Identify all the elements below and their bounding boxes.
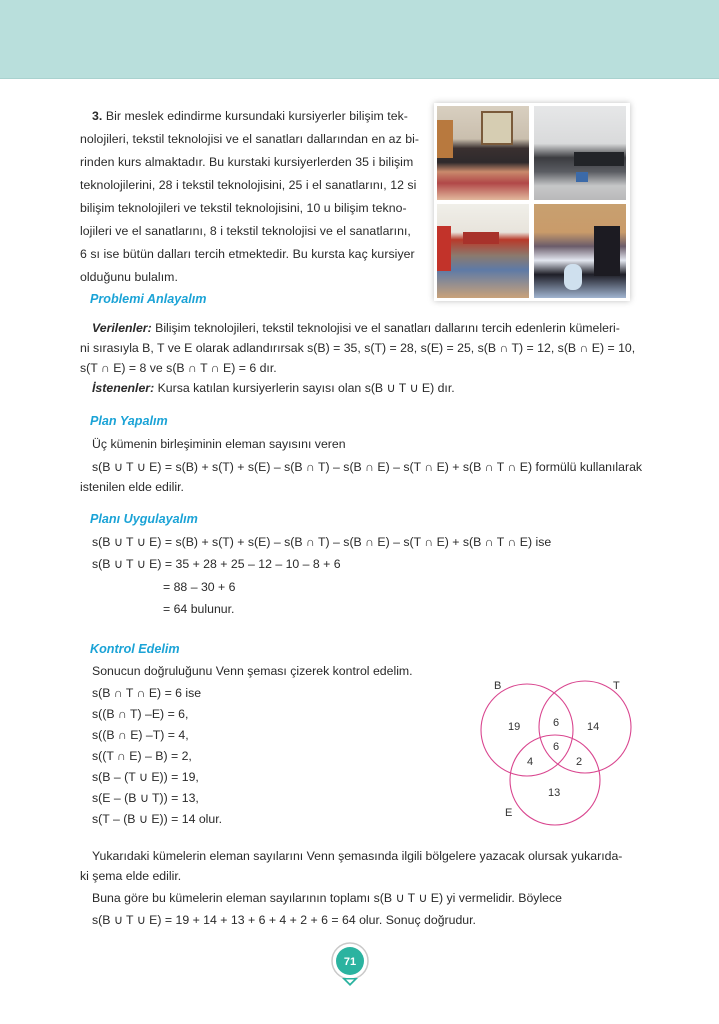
conclusion-line-1: Yukarıdaki kümelerin eleman sayılarını Venn şemasında ilgili bölgelere yazacak olursak yukarıda- <box>92 849 623 863</box>
check-intro: Sonucun doğruluğunu Venn şeması çizerek kontrol edelim. <box>92 664 413 678</box>
apply-line-3: = 88 – 30 + 6 <box>163 580 236 594</box>
problem-line-6: lojileri ve el sanatlarını, 8 i tekstil teknolojisi ve el sanatlarını, <box>80 224 411 238</box>
venn-label-t: T <box>613 680 620 692</box>
check-line-7: s(T – (B ∪ E)) = 14 olur. <box>92 812 223 826</box>
venn-region-t-e: 2 <box>576 756 583 768</box>
plan-heading: Plan Yapalım <box>90 414 168 428</box>
problem-line-5: bilişim teknolojileri ve tekstil teknolojisini, 10 u bilişim tekno- <box>80 201 407 215</box>
check-line-4: s((T ∩ E) – B) = 2, <box>92 749 192 763</box>
apply-heading: Planı Uygulayalım <box>90 512 198 526</box>
venn-label-e: E <box>505 807 513 819</box>
conclusion-line-2: ki şema elde edilir. <box>80 869 182 883</box>
classroom-photo <box>437 204 529 298</box>
givens-line-3: s(T ∩ E) = 8 ve s(B ∩ T ∩ E) = 6 dır. <box>80 361 277 375</box>
conclusion-line-3: Buna göre bu kümelerin eleman sayılarının toplamı s(B ∪ T ∪ E) yi vermelidir. Böylece <box>92 891 563 905</box>
plan-line-3: istenilen elde edilir. <box>80 480 184 494</box>
page-number: 71 <box>343 956 357 968</box>
page-header-band <box>0 0 719 79</box>
problem-line-1: 3. Bir meslek edindirme kursundaki kursiyerler bilişim tek- <box>92 109 408 123</box>
check-line-6: s(E – (B ∪ T)) = 13, <box>92 791 199 805</box>
givens-line-1: Verilenler: Bilişim teknolojileri, tekstil teknolojisi ve el sanatları dallarını tercih edenlerin kümeleri- <box>92 321 620 335</box>
venn-region-b-only: 19 <box>508 721 521 733</box>
plan-line-2: s(B ∪ T ∪ E) = s(B) + s(T) + s(E) – s(B ∩ T) – s(B ∩ E) – s(T ∩ E) + s(B ∩ T ∩ E) formülü kullanılarak <box>92 460 643 474</box>
apply-line-2: s(B ∪ T ∪ E) = 35 + 28 + 25 – 12 – 10 – 8 + 6 <box>92 557 341 571</box>
givens-line-2: ni sırasıyla B, T ve E olarak adlandırırsak s(B) = 35, s(T) = 28, s(E) = 25, s(B ∩ T) = 12, s(B ∩ E) = 10, <box>80 341 636 355</box>
check-line-3: s((B ∩ E) –T) = 4, <box>92 728 189 742</box>
problem-line-8: olduğunu bulalım. <box>80 270 178 284</box>
understand-heading: Problemi Anlayalım <box>90 292 207 306</box>
venn-diagram <box>470 670 640 830</box>
venn-label-b: B <box>494 680 502 692</box>
problem-line-7: 6 sı ise bütün dalları tercih etmektedir. Bu kursta kaç kursiyer <box>80 247 415 261</box>
conclusion-line-4: s(B ∪ T ∪ E) = 19 + 14 + 13 + 6 + 4 + 2 + 6 = 64 olur. Sonuç doğrudur. <box>92 913 476 927</box>
computer-lab-photo <box>534 106 626 200</box>
problem-line-2: nolojileri, tekstil teknolojisi ve el sanatları dallarından en az bi- <box>80 132 420 146</box>
venn-region-e-only: 13 <box>548 787 561 799</box>
check-line-2: s((B ∩ T) –E) = 6, <box>92 707 189 721</box>
problem-number: 3. <box>92 109 103 123</box>
plan-line-1: Üç kümenin birleşiminin eleman sayısını veren <box>92 437 346 451</box>
check-line-1: s(B ∩ T ∩ E) = 6 ise <box>92 686 202 700</box>
check-heading: Kontrol Edelim <box>90 642 180 656</box>
textile-workshop-photo <box>437 106 529 200</box>
venn-region-b-t: 6 <box>553 717 560 729</box>
apply-line-1: s(B ∪ T ∪ E) = s(B) + s(T) + s(E) – s(B ∩ T) – s(B ∩ E) – s(T ∩ E) + s(B ∩ T ∩ E) ise <box>92 535 552 549</box>
problem-line-4: teknolojilerini, 28 i tekstil teknolojisini, 25 i el sanatlarını, 12 si <box>80 178 417 192</box>
problem-line-3: rinden kurs almaktadır. Bu kurstaki kursiyerlerden 35 i bilişim <box>80 155 414 169</box>
photo-collage <box>434 103 630 301</box>
venn-region-b-t-e: 6 <box>553 741 560 753</box>
venn-region-b-e: 4 <box>527 756 534 768</box>
givens-label: Verilenler: <box>92 321 152 335</box>
apply-line-4: = 64 bulunur. <box>163 602 235 616</box>
check-line-5: s(B – (T ∪ E)) = 19, <box>92 770 199 784</box>
page-number-badge <box>329 941 371 993</box>
ceramics-workshop-photo <box>534 204 626 298</box>
venn-region-t-only: 14 <box>587 721 600 733</box>
wanted-label: İstenenler: <box>92 381 155 395</box>
wanted-line: İstenenler: Kursa katılan kursiyerlerin sayısı olan s(B ∪ T ∪ E) dır. <box>92 381 455 395</box>
